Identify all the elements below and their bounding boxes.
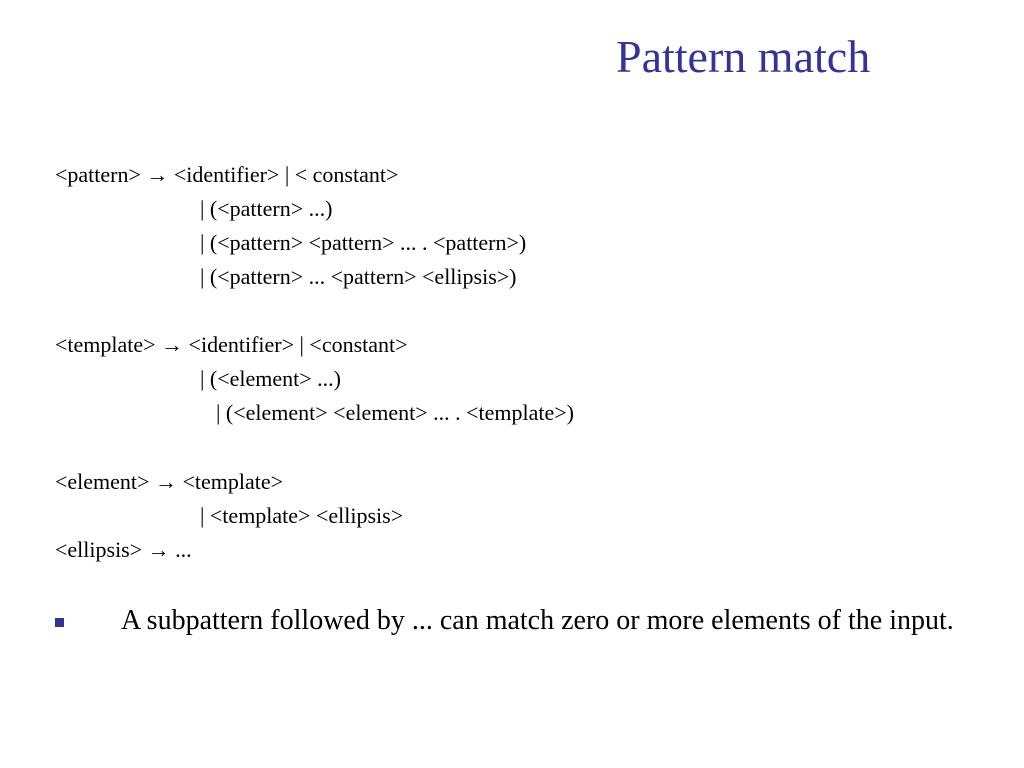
element-rule-head: <element> → <template> bbox=[55, 469, 284, 494]
ellipsis-rule-head: <ellipsis> → ... bbox=[55, 537, 192, 562]
pattern-rule-alt-1: | (<pattern> ...) bbox=[200, 196, 333, 221]
slide-title: Pattern match bbox=[616, 31, 871, 82]
pattern-rule-head: <pattern> → <identifier> | < constant> bbox=[55, 162, 399, 187]
square-bullet-icon bbox=[55, 618, 64, 627]
template-rule-alt-2: | (<element> <element> ... . <template>) bbox=[216, 400, 575, 425]
element-rule-alt-1: | <template> <ellipsis> bbox=[200, 503, 404, 528]
template-rule-head: <template> → <identifier> | <constant> bbox=[55, 332, 408, 357]
pattern-rule-alt-2: | (<pattern> <pattern> ... . <pattern>) bbox=[200, 230, 527, 255]
template-rule-alt-1: | (<element> ...) bbox=[200, 366, 342, 391]
bullet-text: A subpattern followed by ... can match zero or more elements of the input. bbox=[121, 605, 954, 636]
pattern-rule-alt-3: | (<pattern> ... <pattern> <ellipsis>) bbox=[200, 264, 517, 289]
